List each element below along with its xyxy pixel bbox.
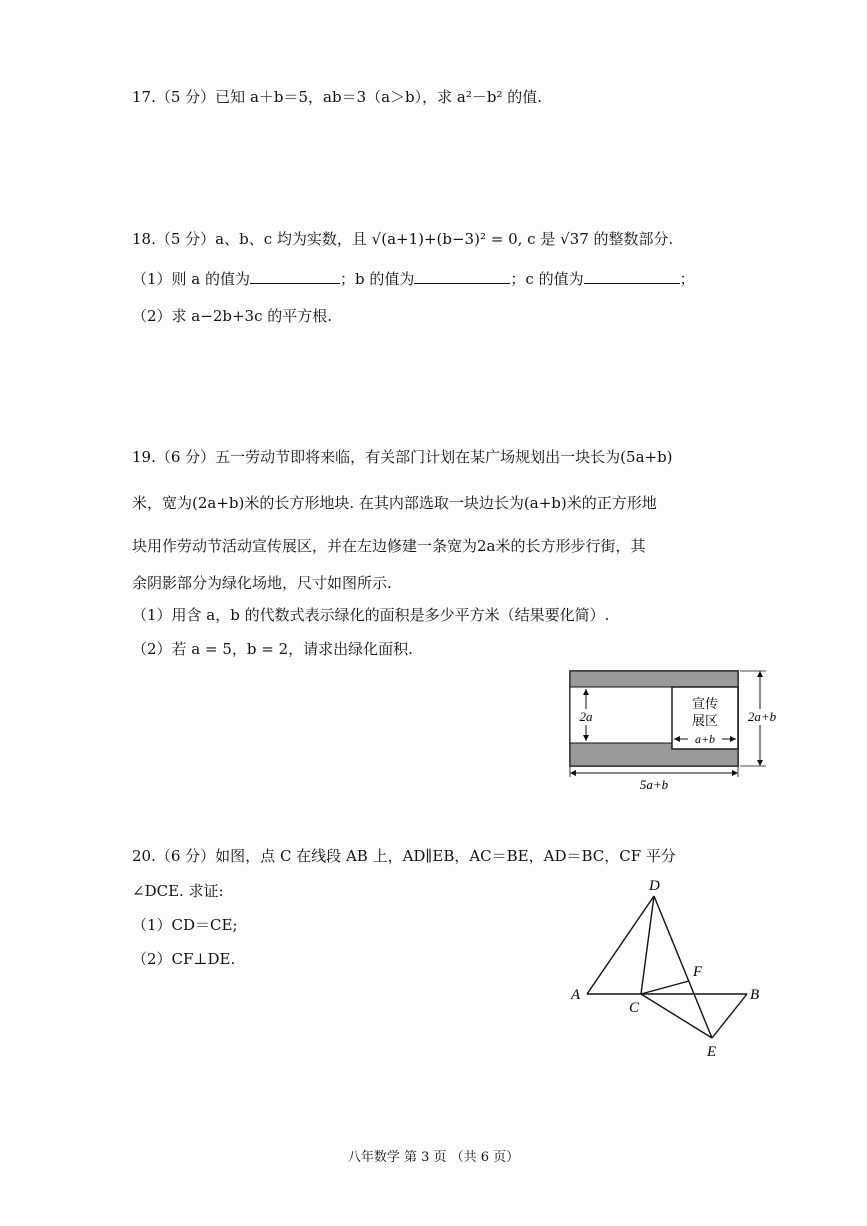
q20-part2: （2）CF⊥DE. xyxy=(132,950,236,968)
q19-line2: 米，宽为(2a+b)米的长方形地块. 在其内部选取一块边长为(a+b)米的正方形地 xyxy=(132,494,657,512)
q18-part1 xyxy=(132,268,695,289)
q20-line2: ∠DCE. 求证: xyxy=(132,882,224,900)
q19-label-5ab: 5a+b xyxy=(639,777,669,790)
q20-segment-CF xyxy=(641,981,689,994)
q18-number: 18. xyxy=(132,230,156,248)
q19-box-label-2: 展区 xyxy=(691,713,719,728)
q20-label-A: A xyxy=(571,987,581,1003)
q17-score: （5 分） xyxy=(155,88,216,106)
q20-label-F: F xyxy=(693,964,703,980)
q19-arrowhead-2ab-bottom xyxy=(757,760,763,766)
q18-part1-b-label: ；b 的值为 xyxy=(340,270,415,288)
q20-label-C: C xyxy=(629,1000,640,1016)
q20-label-D: D xyxy=(649,878,660,894)
q20-segment-DC xyxy=(641,896,654,994)
q20-number: 20. xyxy=(132,847,156,865)
q18-answer-blank-a[interactable] xyxy=(250,269,340,284)
page-footer: 八年数学 第 3 页 （共 6 页） xyxy=(347,1150,520,1165)
q19-figure xyxy=(560,665,790,790)
q19-part2: （2）若 a = 5，b = 2，请求出绿化面积. xyxy=(132,640,413,658)
q19-green-band-top xyxy=(570,671,738,687)
q18-answer-blank-b[interactable] xyxy=(414,269,510,284)
q20-segment-CE xyxy=(641,994,712,1038)
q19-arrowhead-5ab-right xyxy=(732,770,738,776)
q20-segment-AD xyxy=(587,896,654,994)
q17-text: 已知 a＋b＝5，ab＝3（a＞b），求 a²－b² 的值. xyxy=(215,88,543,106)
q19-label-2a: 2a xyxy=(579,709,593,724)
q18-part1-a-label: （1）则 a 的值为 xyxy=(132,270,251,288)
q18-score: （5 分） xyxy=(155,230,216,248)
q20-label-B: B xyxy=(750,987,760,1003)
q19-label-2ab: 2a+b xyxy=(747,709,777,724)
q19-arrowhead-5ab-left xyxy=(570,770,576,776)
q17 xyxy=(132,86,542,107)
q20-line1 xyxy=(132,845,676,866)
q19-text-1: 五一劳动节即将来临，有关部门计划在某广场规划出一块长为(5a+b) xyxy=(215,448,673,466)
q17-number: 17. xyxy=(132,88,156,106)
q18-stem: a、b、c 均为实数，且 √(a+1)+(b−3)² = 0, c 是 √37 的整数部分. xyxy=(215,230,674,248)
q18-answer-blank-c[interactable] xyxy=(584,269,680,284)
q19-line3: 块用作劳动节活动宣传展区，并在左边修建一条宽为2a米的长方形步行街，其 xyxy=(132,537,646,555)
q20-label-E: E xyxy=(707,1044,717,1060)
q19-box-label-1: 宣传 xyxy=(691,696,719,711)
q19-number: 19. xyxy=(132,448,156,466)
q19-line1 xyxy=(132,446,673,467)
q20-text-1: 如图，点 C 在线段 AB 上，AD∥EB，AC＝BE，AD＝BC，CF 平分 xyxy=(215,847,676,865)
q20-segment-DE xyxy=(654,896,712,1038)
q18 xyxy=(132,228,673,249)
q20-score: （6 分） xyxy=(155,847,216,865)
q20-part1: （1）CD＝CE; xyxy=(132,916,238,934)
q19-part1: （1）用含 a，b 的代数式表示绿化的面积是多少平方米（结果要化简）. xyxy=(132,606,610,624)
q18-part2: （2）求 a−2b+3c 的平方根. xyxy=(132,307,333,325)
q19-score: （6 分） xyxy=(155,448,216,466)
q19-line4: 余阴影部分为绿化场地，尺寸如图所示. xyxy=(132,574,392,592)
q18-part1-end: ； xyxy=(679,270,695,288)
q20-segment-BE xyxy=(712,994,747,1038)
q18-part1-c-label: ；c 的值为 xyxy=(510,270,584,288)
q19-arrowhead-2ab-top xyxy=(757,671,763,677)
q19-label-ab: a+b xyxy=(694,732,716,746)
q20-figure xyxy=(565,874,770,1064)
